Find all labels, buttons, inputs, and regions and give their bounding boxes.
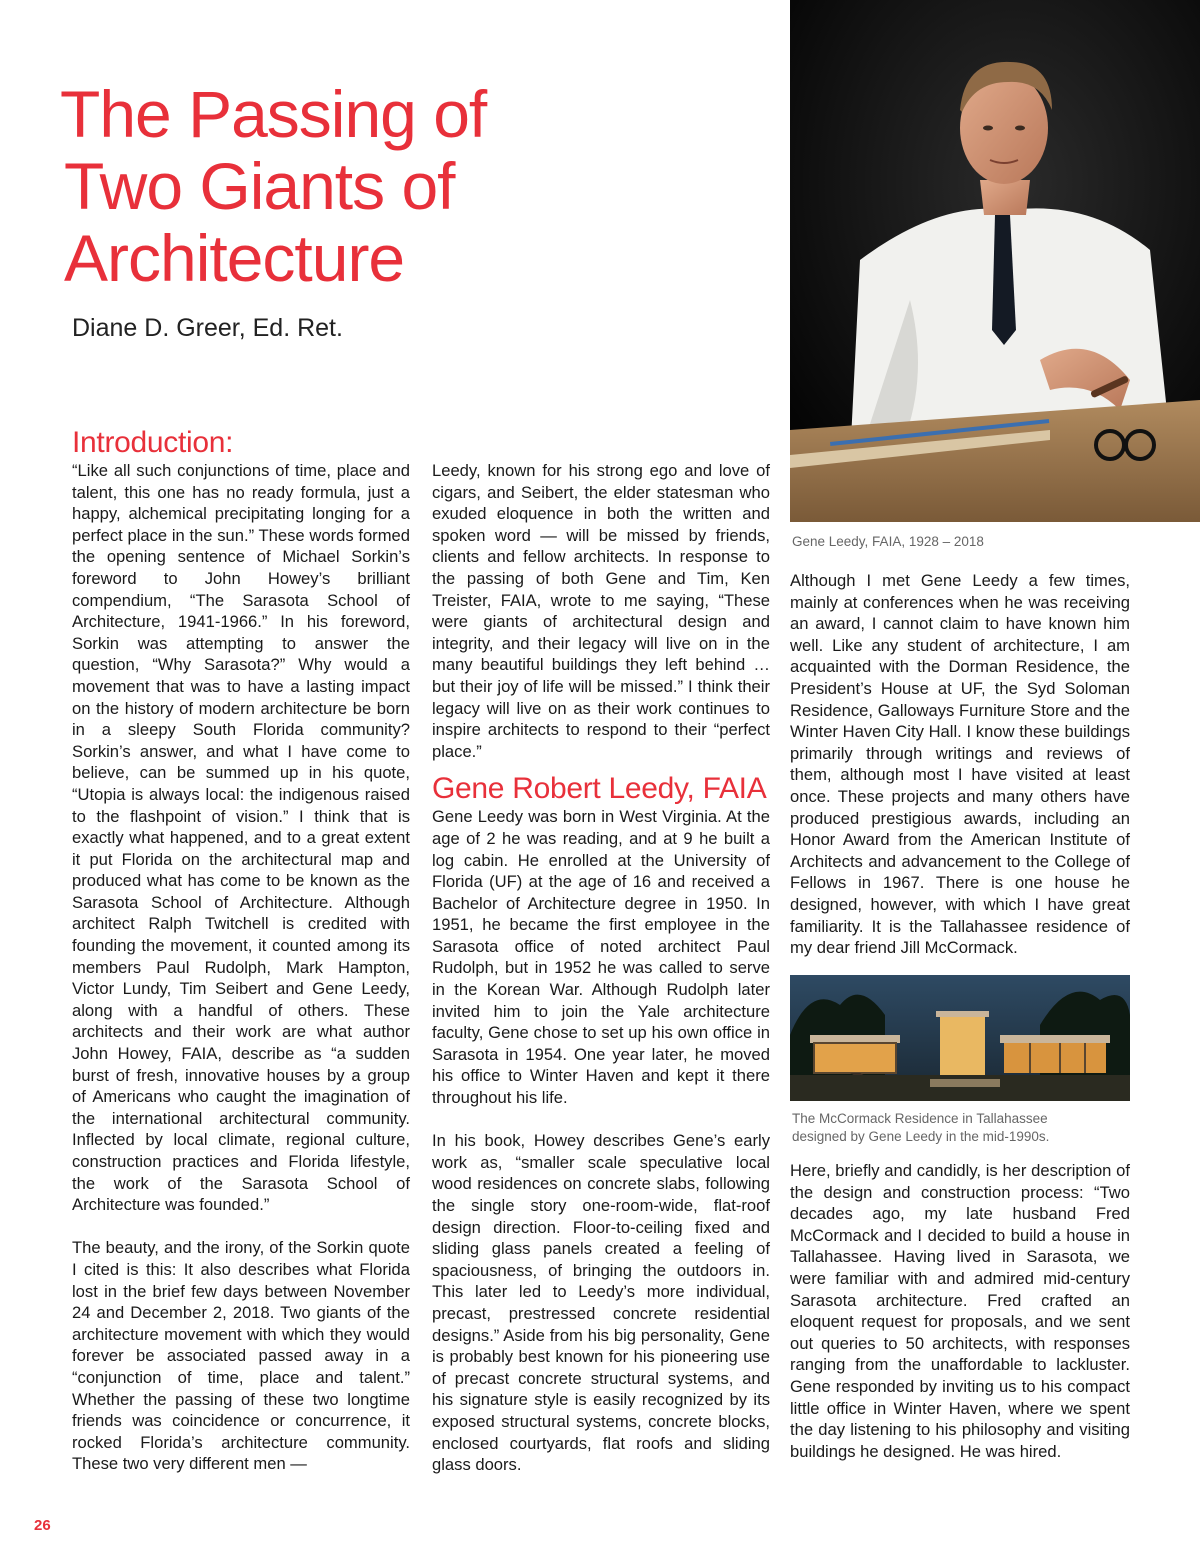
column-1 xyxy=(72,426,410,1475)
column-3-lower xyxy=(790,1160,1130,1462)
title-line-1: The Passing of xyxy=(60,77,487,151)
col2-paragraph-2: Gene Leedy was born in West Virginia. At the age of 2 he was reading, and at 9 he built a log cabin. He enrolled at the University of Florida (UF) at the age of 16 and received a Bachelor of Architecture degree in 1950. In 1951, he became the first employee in the Sarasota office of noted architect Paul Rudolph, but in 1952 he was called to serve in the Korean War. Although Rudolph later invited him to join the Yale architecture faculty, Gene chose to set up his own office in Sarasota in 1954. One year later, he moved his office to Winter Haven and kept it there throughout his life. xyxy=(432,807,770,1108)
house-illustration xyxy=(790,975,1130,1101)
col3-paragraph-1: Although I met Gene Leedy a few times, mainly at conferences when he was receiving an award, I cannot claim to have known him well. Like any student of architecture, I am acquainted with the Dorman Residence, the President’s House at UF, the Syd Soloman Residence, Galloways Furniture Store and the Winter Haven City Hall. I know these buildings primarily through writings and reviews of them, although most I have visited at least once. These projects and many others have produced prestigious awards, including an Honor Award from the American Institute of Architects and advancement to the College of Fellows in 1967. There is one house he designed, however, with which I have great familiarity. It is the Tallahassee residence of my dear friend Jill McCormack. xyxy=(790,571,1130,958)
house-caption-line-2: designed by Gene Leedy in the mid-1990s. xyxy=(792,1129,1050,1144)
leedy-heading: Gene Robert Leedy, FAIA xyxy=(432,772,767,806)
title-line-3: Architecture xyxy=(64,221,405,295)
col2-paragraph-1: Leedy, known for his strong ego and love of cigars, and Seibert, the elder statesman who exuded eloquence in both the written and spoken word — will be missed by friends, clients and fellow architects. In response to the passing of both Gene and Tim, Ken Treister, FAIA, wrote to me saying, “These were giants of architectural design and integrity, and their legacy will live on in the many beautiful buildings they left behind … but their joy of life will be missed.” I think their legacy will live on as their work continues to inspire architects to respond to their “perfect place.” xyxy=(432,461,770,761)
house-caption xyxy=(792,1110,1132,1146)
portrait-illustration xyxy=(790,0,1200,522)
title-line-2: Two Giants of xyxy=(64,149,455,223)
intro-paragraph-2: The beauty, and the irony, of the Sorkin quote I cited is this: It also describes what Florida lost in the brief few days between November 24 and December 2, 2018. Two giants of the architecture movement with which they would forever be associated passed away in a “conjunction of time, place and talent.” Whether the passing of these two longtime friends was coincidence or concurrence, it rocked Florida’s architecture community. These two very different men — xyxy=(72,1238,410,1474)
portrait-photo xyxy=(790,0,1200,522)
article-title xyxy=(60,78,580,294)
portrait-caption: Gene Leedy, FAIA, 1928 – 2018 xyxy=(792,534,984,549)
col3-paragraph-2: Here, briefly and candidly, is her description of the design and construction process: “Two decades ago, my late husband Fred McCormack and I decided to build a house in Tallahassee. Having lived in Sarasota, we were familiar with and admired mid-century Sarasota architecture. Fred crafted an eloquent request for proposals, and we sent out queries to 50 architects, with responses ranging from the unaffordable to lackluster. Gene responded by inviting us to his compact little office in Winter Haven, where we spent the day listening to his philosophy and visiting buildings he designed. He was hired. xyxy=(790,1161,1130,1461)
column-2 xyxy=(432,460,770,1476)
house-caption-line-1: The McCormack Residence in Tallahassee xyxy=(792,1111,1048,1126)
col2-paragraph-3: In his book, Howey describes Gene’s early work as, “smaller scale speculative local wood residences on concrete slabs, following the single story one-room-wide, flat-roof design direction. Floor-to-ceiling fixed and sliding glass panels created a feeling of spaciousness, of bringing the outdoors in. This later led to Leedy’s more individual, precast, prestressed concrete residential designs.” Aside from his big personality, Gene is probably best known for his pioneering use of precast concrete structural systems, and his signature style is easily recognized by its exposed structural systems, concrete blocks, enclosed courtyards, flat roofs and sliding glass doors. xyxy=(432,1131,770,1475)
author-byline: Diane D. Greer, Ed. Ret. xyxy=(72,314,343,342)
column-3 xyxy=(790,570,1130,959)
intro-paragraph-1: “Like all such conjunctions of time, place and talent, this one has no ready formula, just a happy, alchemical precipitating longing for a perfect place in the sun.” These words formed the opening sentence of Michael Sorkin’s foreword to John Howey’s brilliant compendium, “The Sarasota School of Architecture, 1941-1966.” In his foreword, Sorkin was attempting to answer the question, “Why Sarasota?” Why would a movement that was to have a lasting impact on the history of modern architecture be born in a sleepy South Florida community? Sorkin’s answer, and what I have come to believe, can be summed up in his quote, “Utopia is always local: the indigenous raised to the flashpoint of vision.” I think that is exactly what happened, and to a great extent it put Florida on the architectural map and produced what has come to be known as the Sarasota School of Architecture. Although architect Ralph Twitchell is credited with founding the movement, it counted among its members Paul Rudolph, Mark Hampton, Victor Lundy, Tim Seibert and Gene Leedy, along with a handful of others. These architects and their work are what author John Howey, FAIA, describe as “a sudden burst of fresh, innovative houses by a group of Americans who caught the imagination of the international architectural community. Inflected by local climate, regional culture, construction practices and Florida lifestyle, the work of the Sarasota School of Architecture was founded.” xyxy=(72,461,410,1215)
page-number: 26 xyxy=(34,1517,51,1534)
house-photo xyxy=(790,975,1130,1101)
intro-heading: Introduction: xyxy=(72,426,234,459)
